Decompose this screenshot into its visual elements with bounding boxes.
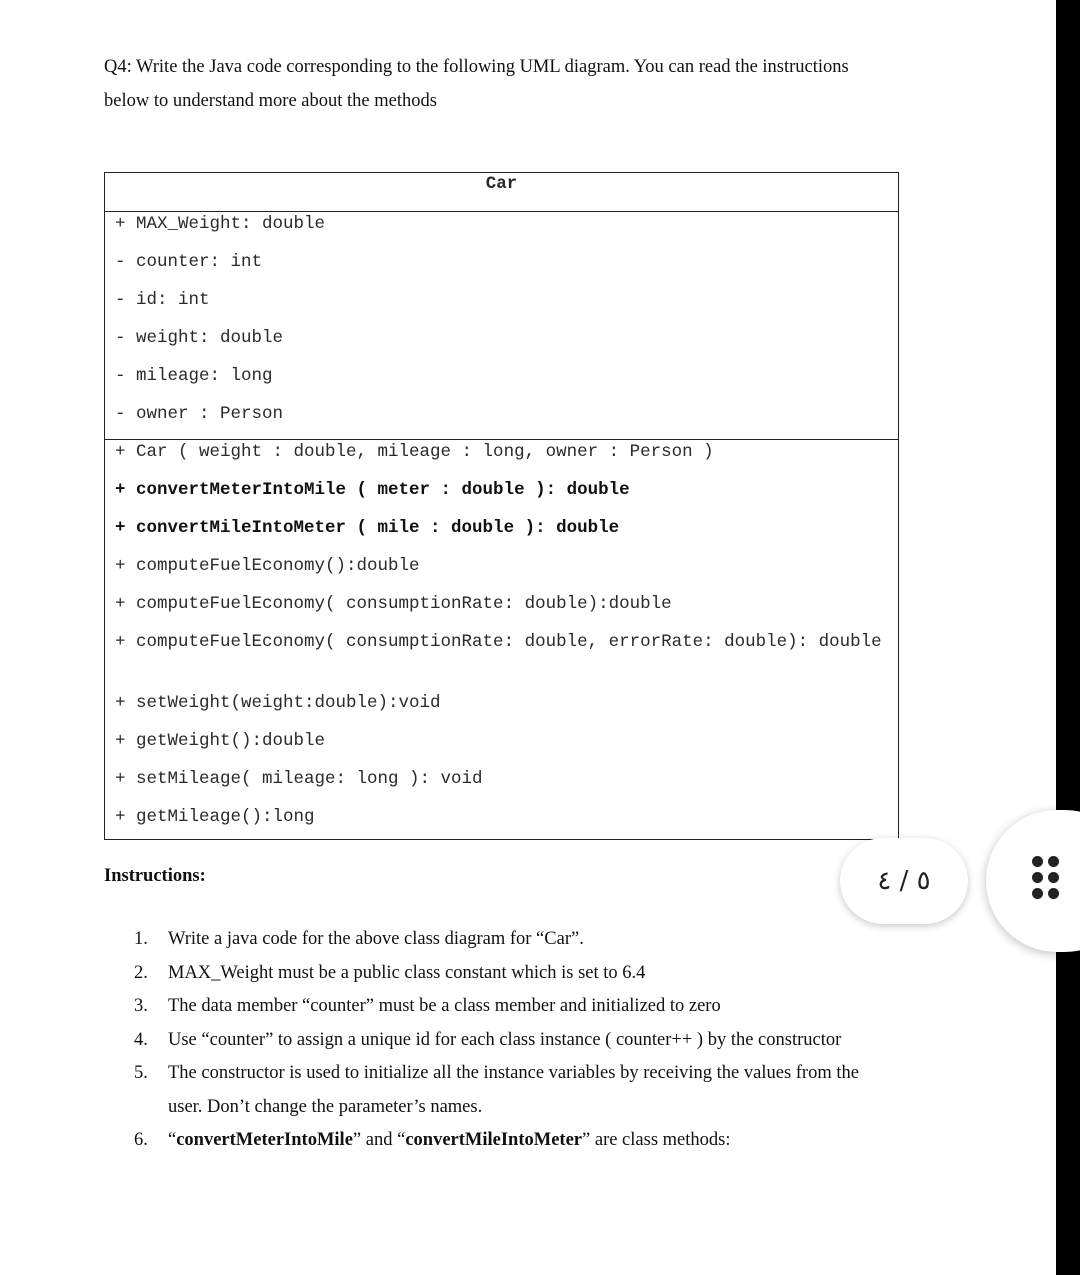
uml-method: + computeFuelEconomy( consumptionRate: double):double [115,594,672,614]
uml-attribute: - owner : Person [115,404,284,424]
instruction-number: 1. [134,929,148,949]
uml-method: + computeFuelEconomy( consumptionRate: double, errorRate: double): double [115,632,882,652]
question-line-1: Q4: Write the Java code corresponding to the following UML diagram. You can read the instructions [104,57,849,77]
uml-attribute: - mileage: long [115,366,273,386]
instruction-text: Write a java code for the above class diagram for “Car”. [168,929,584,949]
instruction-text: The data member “counter” must be a class member and initialized to zero [168,996,721,1016]
instruction-number: 2. [134,962,148,983]
instruction-number: 6. [134,1130,148,1150]
uml-attribute: - weight: double [115,328,284,348]
uml-method: + convertMileIntoMeter ( mile : double ): double [115,518,620,538]
instruction-item [134,923,894,957]
question-text [104,50,924,118]
instruction-text: “ [168,1130,177,1150]
uml-method: + setWeight(weight:double):void [115,693,441,713]
instruction-item [134,957,894,991]
instruction-item [134,1057,894,1124]
uml-method: + computeFuelEconomy():double [115,556,420,576]
instruction-item [134,990,894,1024]
uml-attribute: - id: int [115,290,210,310]
instruction-text: convertMileIntoMeter [405,1130,583,1150]
uml-method: + Car ( weight : double, mileage : long, owner : Person ) [115,442,714,462]
uml-attributes [105,212,898,440]
instructions-heading: Instructions: [104,866,206,886]
uml-methods [105,440,898,843]
instruction-text: ” and “ [352,1130,406,1150]
page-indicator[interactable]: ٥ / ٤ [840,838,968,924]
more-options-button[interactable] [986,810,1080,952]
instruction-item [134,1024,894,1058]
instruction-text: convertMeterIntoMile [176,1130,353,1150]
uml-class-diagram [104,172,899,840]
instruction-number: 3. [134,996,148,1016]
dots-grid-icon [1032,856,1062,900]
instruction-text: The constructor is used to initialize all the instance variables by receiving the values from the user. Don’t change the parameter’s names. [168,1063,859,1117]
instruction-text: MAX_Weight must be a public class constant which is set to 6.4 [168,962,646,983]
instructions-list [134,923,894,1158]
uml-attribute: - counter: int [115,252,263,272]
uml-attribute: + MAX_Weight: double [115,214,326,234]
screen-edge [1056,0,1080,1275]
uml-method: + convertMeterIntoMile ( meter : double ): double [115,480,630,500]
instruction-item [134,1124,894,1158]
instruction-number: 4. [134,1029,148,1050]
question-line-2: below to understand more about the methods [104,91,437,111]
instruction-text: Use “counter” to assign a unique id for each class instance ( counter++ ) by the constructor [168,1029,842,1050]
uml-method: + getWeight():double [115,731,326,751]
uml-method: + setMileage( mileage: long ): void [115,769,483,789]
instruction-number: 5. [134,1063,148,1083]
uml-class-name: Car [105,173,898,212]
uml-method: + getMileage():long [115,807,315,827]
instruction-text: ” are class methods: [582,1130,731,1150]
